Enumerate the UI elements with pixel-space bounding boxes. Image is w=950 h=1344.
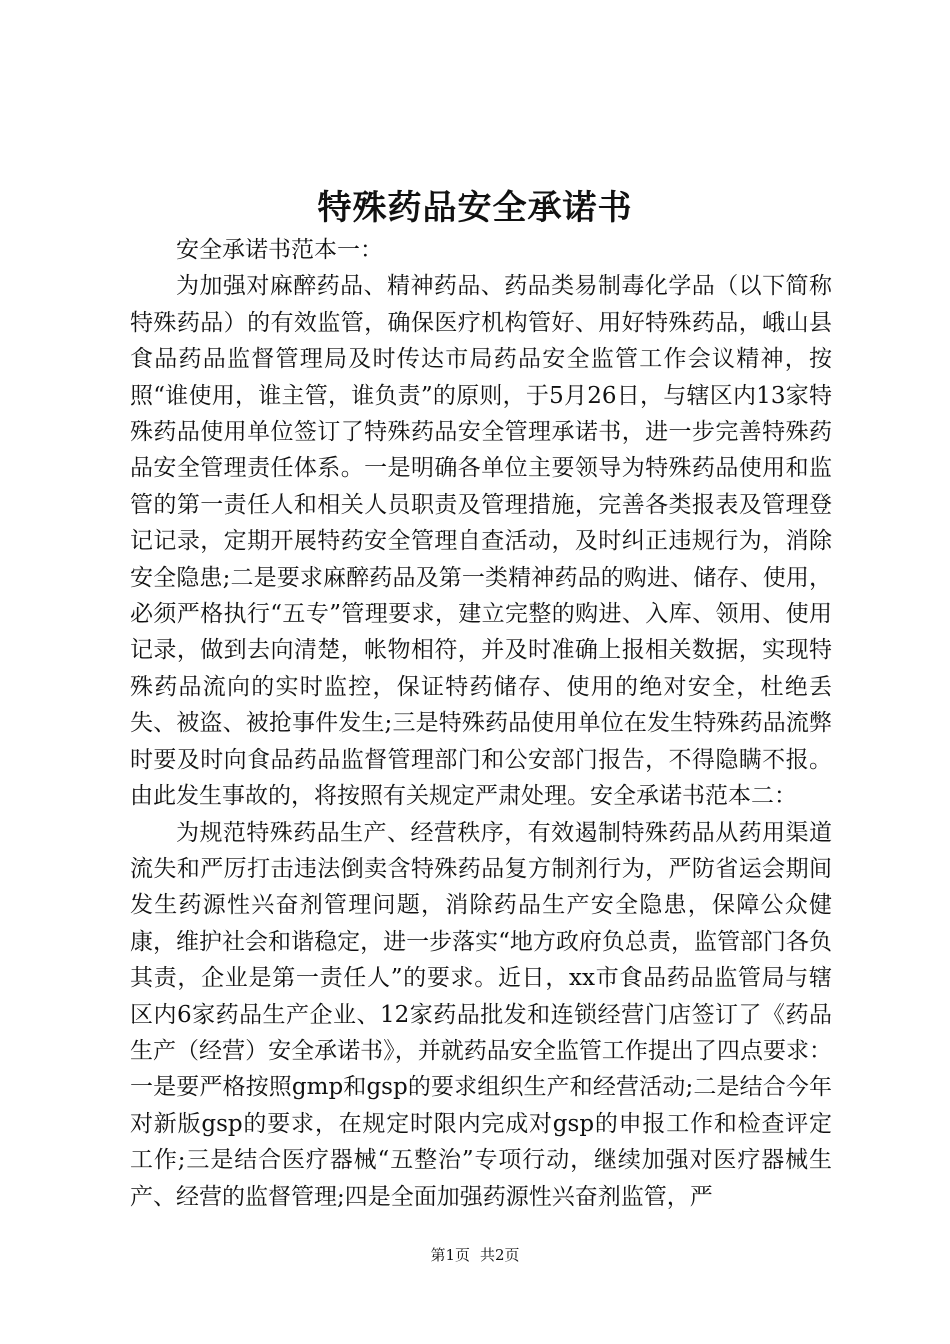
paragraph-sample-one-body: 为加强对麻醉药品、精神药品、药品类易制毒化学品（以下简称特殊药品）的有效监管，确保医疗机构管好、用好特殊药品，峨山县食品药品监督管理局及时传达市局药品安全监管工作会议精神，按照“谁使用，谁主管，谁负责”的原则，于5月26日，与辖区内13家特殊药品使用单位签订了特殊药品安全管理承诺书，进一步完善特殊药品安全管理责任体系。一是明确各单位主要领导为特殊药品使用和监管的第一责任人和相关人员职责及管理措施，完善各类报表及管理登记记录，定期开展特药安全管理自查活动，及时纠正违规行为，消除安全隐患;二是要求麻醉药品及第一类精神药品的购进、储存、使用，必须严格执行“五专”管理要求，建立完整的购进、入库、领用、使用记录，做到去向清楚，帐物相符，并及时准确上报相关数据，实现特殊药品流向的实时监控，保证特药储存、使用的绝对安全，杜绝丢失、被盗、被抢事件发生;三是特殊药品使用单位在发生特殊药品流弊时要及时向食品药品监督管理部门和公安部门报告，不得隐瞒不报。由此发生事故的，将按照有关规定严肃处理。安全承诺书范本二：: [130, 273, 832, 810]
document-body: [130, 232, 832, 1215]
paragraph-sample-two-body: 为规范特殊药品生产、经营秩序，有效遏制特殊药品从药用渠道流失和严厉打击违法倒卖含特殊药品复方制剂行为，严防省运会期间发生药源性兴奋剂管理问题，消除药品生产安全隐患，保障公众健康，维护社会和谐稳定，进一步落实“地方政府负总责，监管部门各负其责，企业是第一责任人”的要求。近日，xx市食品药品监管局与辖区内6家药品生产企业、12家药品批发和连锁经营门店签订了《药品生产（经营）安全承诺书》，并就药品安全监管工作提出了四点要求：一是要严格按照gmp和gsp的要求组织生产和经营活动;二是结合今年对新版gsp的要求，在规定时限内完成对gsp的申报工作和检查评定工作;三是结合医疗器械“五整治”专项行动，继续加强对医疗器械生产、经营的监督管理;四是全面加强药源性兴奋剂监管，严: [130, 819, 832, 1210]
paragraph-sample-one-heading: 安全承诺书范本一：: [176, 237, 383, 263]
page-number: 第1页: [430, 1246, 470, 1264]
page-footer: [0, 1245, 950, 1265]
page-total: 共2页: [480, 1246, 520, 1264]
document-title: 特殊药品安全承诺书: [317, 188, 633, 228]
